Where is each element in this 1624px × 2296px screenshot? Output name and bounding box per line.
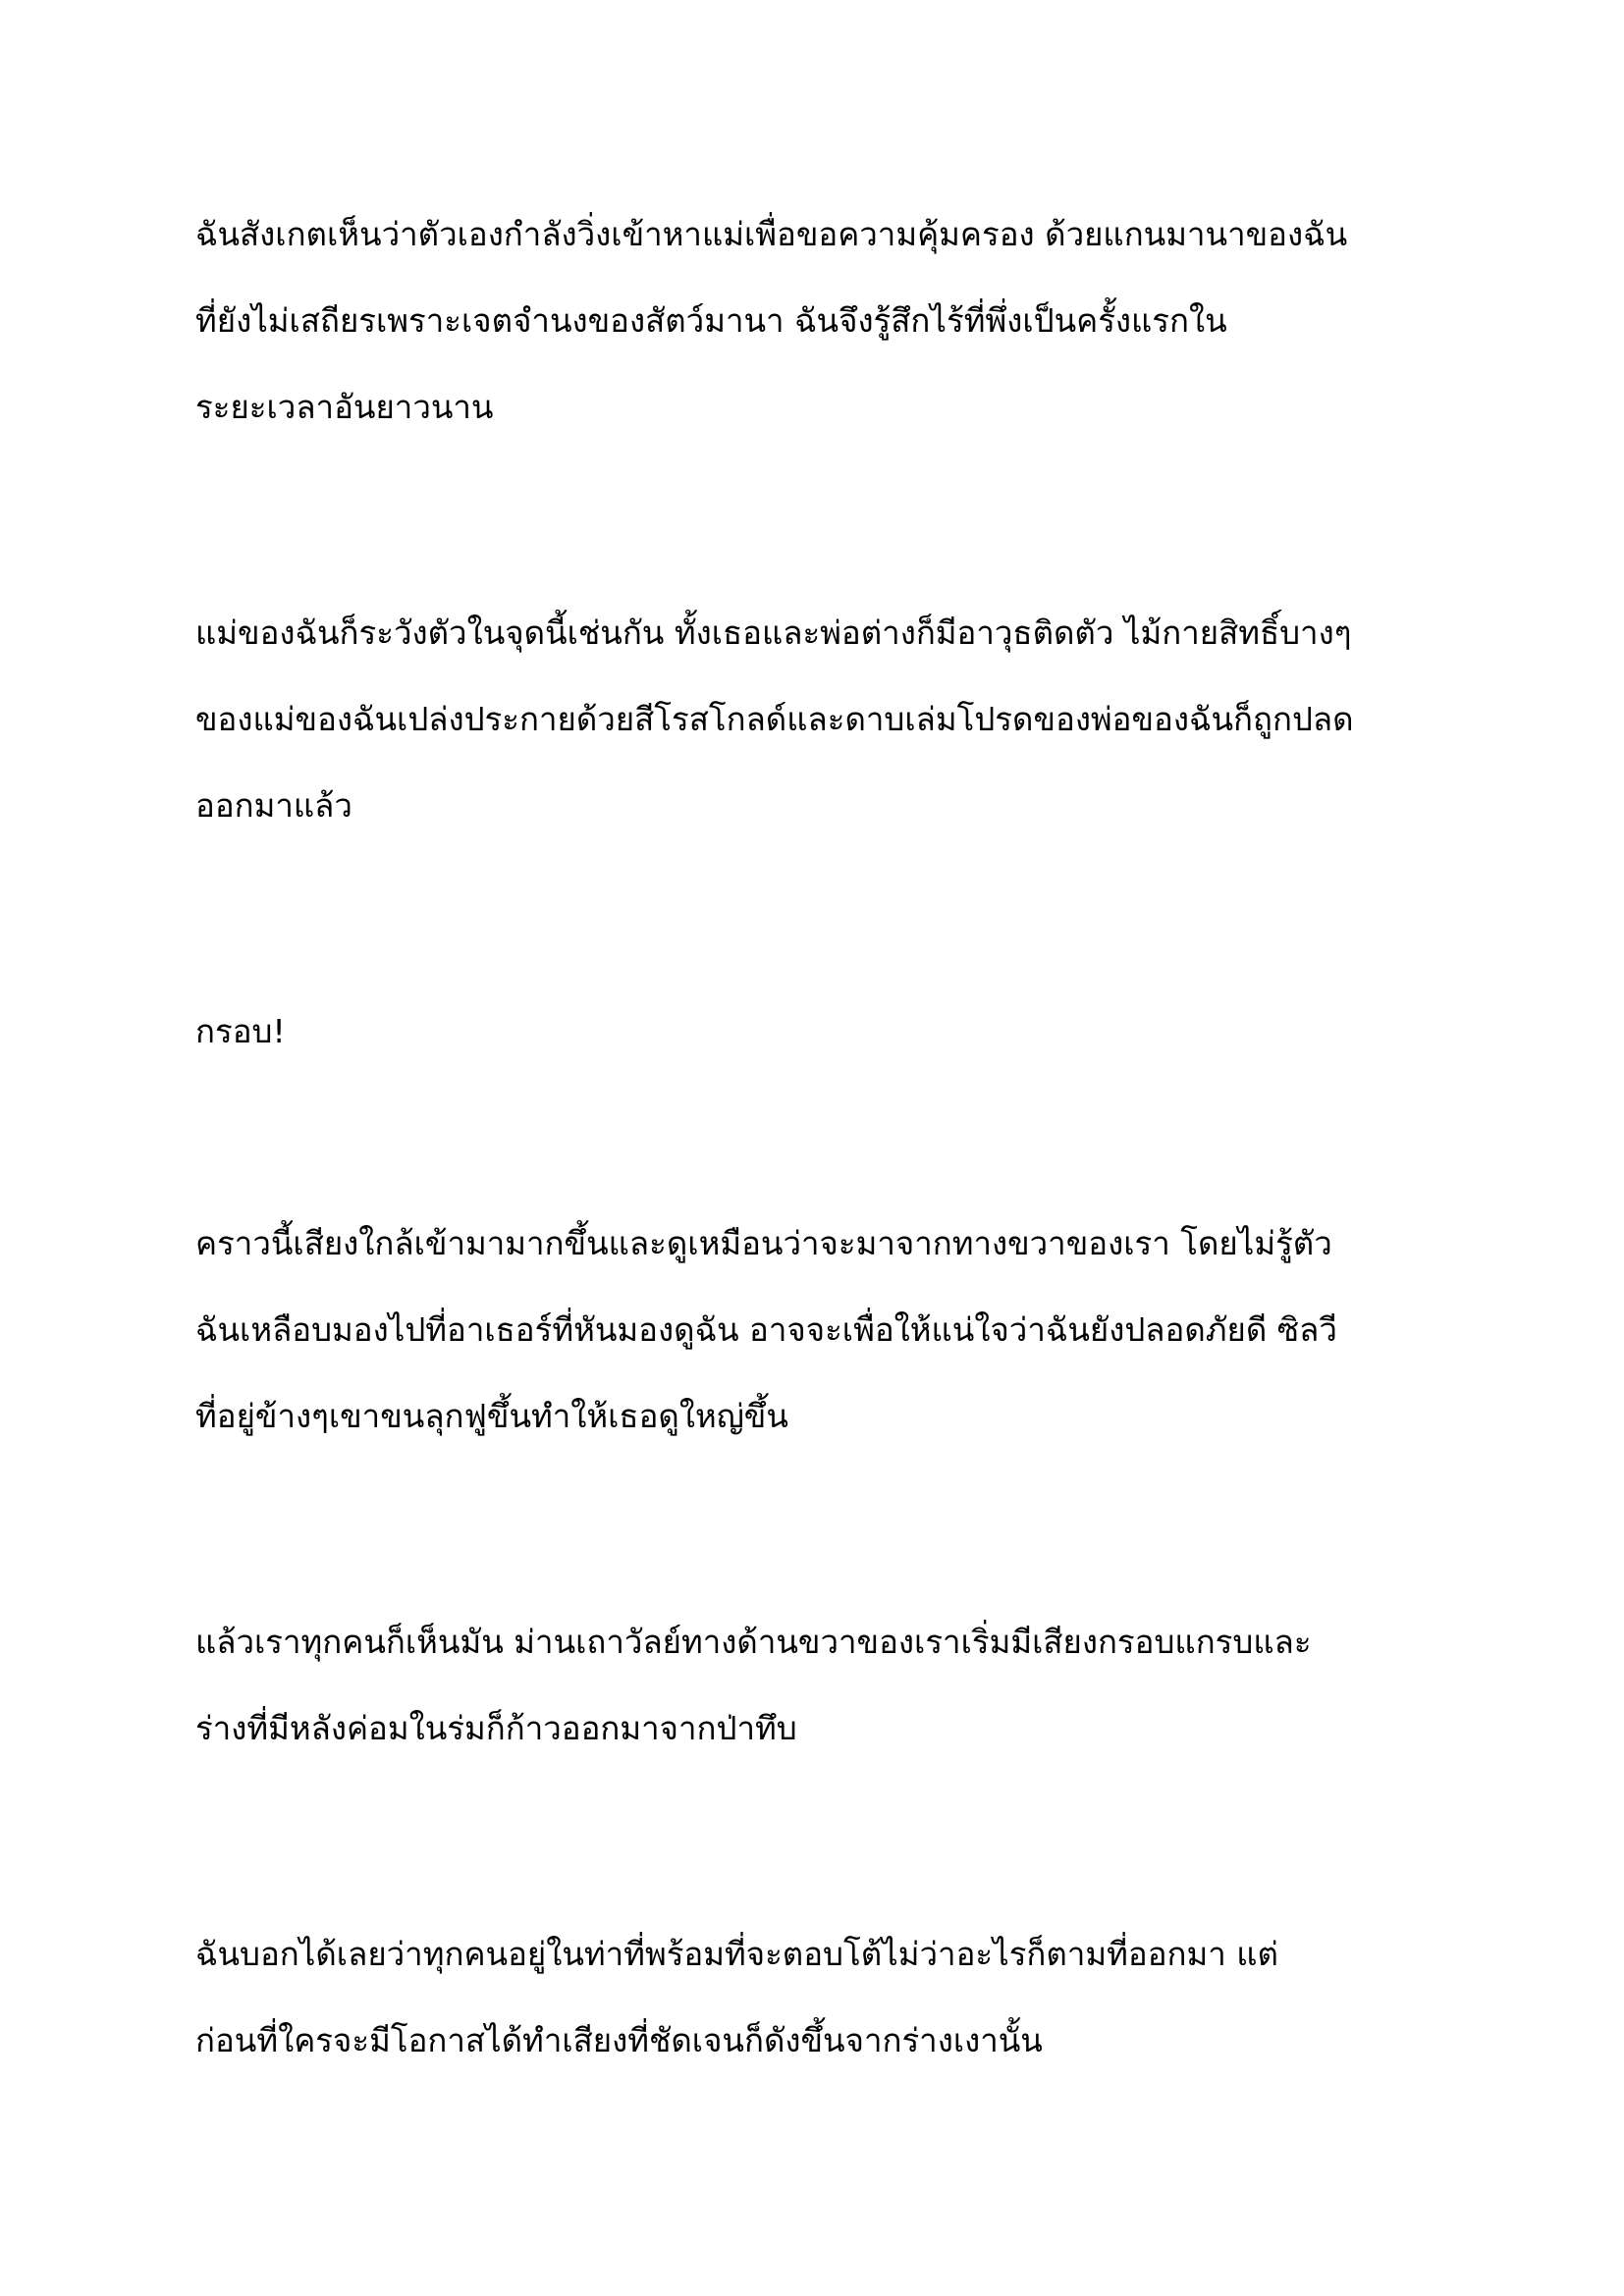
paragraph-4 [195,1201,1435,1460]
text-line: ระยะเวลาอันยาวนาน [195,388,494,426]
paragraph-1 [195,191,1435,451]
text-line: ออกมาแล้ว [195,786,352,825]
text-line: ของแม่ของฉันเปล่งประกายด้วยสีโรสโกลด์และดาบเล่มโปรดของพ่อของฉันก็ถูกปลด [195,700,1354,738]
text-line: ที่อยู่ข้างๆเขาขนลุกฟูขึ้นทำให้เธอดูใหญ่ขึ้น [195,1397,788,1435]
paragraph-2 [195,590,1435,849]
text-line: ร่างที่มีหลังค่อมในร่มก็ก้าวออกมาจากป่าทึบ [195,1709,797,1747]
text-line: ฉันบอกได้เลยว่าทุกคนอยู่ในท่าที่พร้อมที่จะตอบโต้ไม่ว่าอะไรก็ตามที่ออกมา แต่ [195,1935,1278,1973]
text-line: คราวนี้เสียงใกล้เข้ามามากขึ้นและดูเหมือนว่าจะมาจากทางขวาของเรา โดยไม่รู้ตัว [195,1224,1332,1262]
text-line: กรอบ! [195,1012,286,1050]
text-line: ก่อนที่ใครจะมีโอกาสได้ทำเสียงที่ชัดเจนก็ดังขึ้นจากร่างเงานั้น [195,2021,1043,2059]
paragraph-5 [195,1599,1435,1772]
text-line: แม่ของฉันก็ระวังตัวในจุดนี้เช่นกัน ทั้งเธอและพ่อต่างก็มีอาวุธติดตัว ไม้กายสิทธิ์บางๆ [195,614,1352,652]
text-line: แล้วเราทุกคนก็เห็นมัน ม่านเถาวัลย์ทางด้านขวาของเราเริ่มมีเสียงกรอบแกรบและ [195,1623,1312,1661]
text-line: ฉันสังเกตเห็นว่าตัวเองกำลังวิ่งเข้าหาแม่เพื่อขอความคุ้มครอง ด้วยแกนมานาของฉัน [195,215,1348,253]
text-line: ฉันเหลือบมองไปที่อาเธอร์ที่หันมองดูฉัน อาจจะเพื่อให้แน่ใจว่าฉันยังปลอดภัยดี ซิลวี [195,1310,1337,1349]
paragraph-6 [195,1911,1435,2084]
text-line: ที่ยังไม่เสถียรเพราะเจตจำนงของสัตว์มานา ฉันจึงรู้สึกไร้ที่พึ่งเป็นครั้งแรกใน [195,301,1227,340]
paragraph-3 [195,988,1435,1075]
